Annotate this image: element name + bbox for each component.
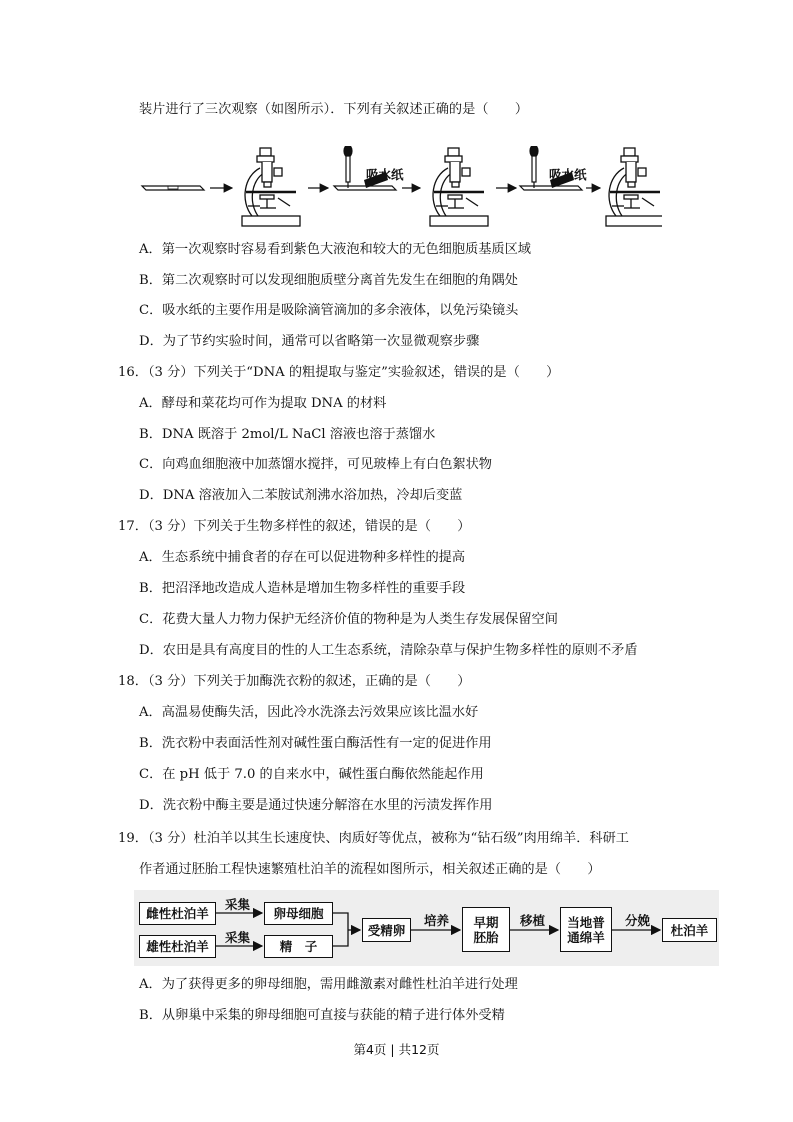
q16-option-c: C．向鸡血细胞液中加蒸馏水搅拌，可见玻棒上有白色絮状物 bbox=[139, 457, 492, 472]
q18-option-c: C．在 pH 低于 7.0 的自来水中，碱性蛋白酶依然能起作用 bbox=[139, 767, 484, 782]
q19-stem-continuation: 作者通过胚胎工程快速繁殖杜泊羊的流程如图所示，相关叙述正确的是（ ） bbox=[139, 862, 601, 877]
q17-option-d: D．农田是具有高度目的性的人工生态系统，清除杂草与保护生物多样性的原则不矛盾 bbox=[139, 643, 638, 658]
flow-label-culture: 培养 bbox=[424, 913, 450, 928]
page-footer: 第4页 | 共12页 bbox=[353, 1042, 440, 1057]
q15-stem-continuation: 装片进行了三次观察（如图所示）．下列有关叙述正确的是（ ） bbox=[139, 102, 529, 117]
q15-fig-label-blotting-paper-2: 吸水纸 bbox=[549, 167, 587, 182]
flow-label-collect-1: 采集 bbox=[225, 897, 251, 912]
flow-box-zygote: 受精卵 bbox=[362, 918, 411, 942]
q15-fig-label-blotting-paper-1: 吸水纸 bbox=[366, 167, 404, 182]
flow-label-collect-2: 采集 bbox=[225, 930, 251, 945]
flow-box-female-dorper: 雌性杜泊羊 bbox=[139, 902, 216, 925]
q18-option-b: B．洗衣粉中表面活性剂对碱性蛋白酶活性有一定的促进作用 bbox=[139, 736, 492, 751]
q17-stem: 17．（3 分）下列关于生物多样性的叙述，错误的是（ ） bbox=[118, 519, 471, 534]
q19-stem: 19．（3 分）杜泊羊以其生长速度快、肉质好等优点，被称为“钻石级”肉用绵羊．科研工 bbox=[118, 831, 629, 846]
q17-option-b: B．把沼泽地改造成人造林是增加生物多样性的重要手段 bbox=[139, 581, 466, 596]
q15-option-a: A．第一次观察时容易看到紫色大液泡和较大的无色细胞质基质区域 bbox=[139, 242, 531, 257]
q16-option-a: A．酵母和菜花均可作为提取 DNA 的材料 bbox=[139, 396, 387, 411]
q16-option-b: B．DNA 既溶于 2mol/L NaCl 溶液也溶于蒸馏水 bbox=[139, 427, 436, 442]
q18-stem: 18．（3 分）下列关于加酶洗衣粉的叙述，正确的是（ ） bbox=[118, 674, 471, 689]
q16-stem: 16．（3 分）下列关于“DNA 的粗提取与鉴定”实验叙述，错误的是（ ） bbox=[118, 365, 560, 380]
q18-option-a: A．高温易使酶失活，因此冷水洗涤去污效果应该比温水好 bbox=[139, 705, 479, 720]
q15-option-b: B．第二次观察时可以发现细胞质壁分离首先发生在细胞的角隅处 bbox=[139, 273, 518, 288]
q15-option-c: C．吸水纸的主要作用是吸除滴管滴加的多余液体，以免污染镜头 bbox=[139, 303, 519, 318]
flow-box-oocyte: 卵母细胞 bbox=[264, 902, 333, 925]
q18-option-d: D．洗衣粉中酶主要是通过快速分解溶在水里的污渍发挥作用 bbox=[139, 798, 493, 813]
q19-option-a: A．为了获得更多的卵母细胞，需用雌激素对雌性杜泊羊进行处理 bbox=[139, 977, 518, 992]
q15-microscope-figure bbox=[140, 146, 662, 230]
flow-box-dorper: 杜泊羊 bbox=[662, 918, 717, 942]
flow-box-male-dorper: 雄性杜泊羊 bbox=[139, 935, 216, 958]
flow-box-sperm: 精 子 bbox=[264, 935, 333, 958]
q19-option-b: B．从卵巢中采集的卵母细胞可直接与获能的精子进行体外受精 bbox=[139, 1008, 505, 1023]
q19-flowchart bbox=[134, 890, 719, 966]
q17-option-c: C．花费大量人力物力保护无经济价值的物种是为人类生存发展保留空间 bbox=[139, 612, 558, 627]
q16-option-d: D．DNA 溶液加入二苯胺试剂沸水浴加热，冷却后变蓝 bbox=[139, 488, 463, 503]
flow-box-local-sheep: 当地普通绵羊 bbox=[560, 907, 612, 952]
flow-label-transplant: 移植 bbox=[520, 913, 546, 928]
q17-option-a: A．生态系统中捕食者的存在可以促进物种多样性的提高 bbox=[139, 550, 466, 565]
q15-option-d: D．为了节约实验时间，通常可以省略第一次显微观察步骤 bbox=[139, 334, 480, 349]
flow-box-early-embryo: 早期胚胎 bbox=[462, 907, 510, 952]
flow-label-birth: 分娩 bbox=[625, 913, 651, 928]
